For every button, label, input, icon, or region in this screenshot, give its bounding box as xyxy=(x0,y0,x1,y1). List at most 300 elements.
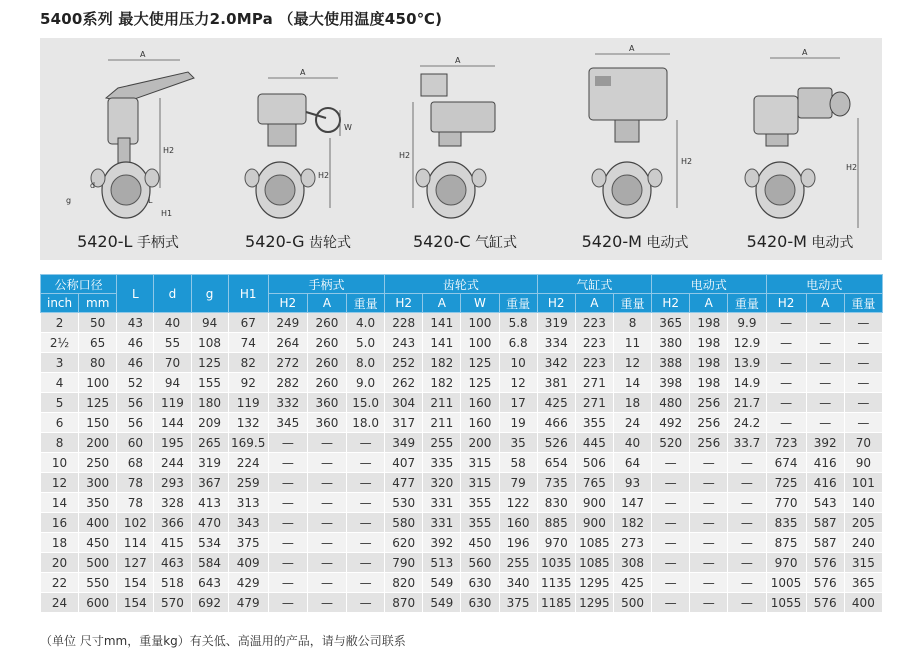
table-cell: 331 xyxy=(423,513,461,533)
table-cell: 304 xyxy=(385,393,423,413)
table-cell: 282 xyxy=(268,373,307,393)
specifications-table xyxy=(40,274,883,613)
table-cell: — xyxy=(347,473,385,493)
table-cell: 345 xyxy=(268,413,307,433)
table-cell: 4.0 xyxy=(347,313,385,333)
table-cell: 315 xyxy=(461,473,499,493)
table-cell: 182 xyxy=(613,513,651,533)
table-cell: 101 xyxy=(844,473,882,493)
dim-label-h2: H2 xyxy=(846,163,858,172)
table-cell: 70 xyxy=(844,433,882,453)
table-cell: 425 xyxy=(613,573,651,593)
dim-label-h2: H2 xyxy=(163,146,175,155)
table-cell: 155 xyxy=(191,373,228,393)
table-cell: — xyxy=(652,513,690,533)
table-cell: 350 xyxy=(79,493,117,513)
header-inch: inch xyxy=(41,294,79,313)
table-cell: 479 xyxy=(228,593,268,613)
table-cell: — xyxy=(652,453,690,473)
table-cell: 198 xyxy=(690,373,728,393)
table-row xyxy=(41,313,883,333)
dim-label-h2: H2 xyxy=(318,171,330,180)
header-group-electric-large: 电动式 xyxy=(766,275,883,294)
table-cell: 315 xyxy=(461,453,499,473)
table-cell: — xyxy=(268,573,307,593)
table-cell: 900 xyxy=(575,513,613,533)
table-cell: — xyxy=(690,473,728,493)
valve-drawing-electric xyxy=(555,38,715,260)
valve-label-gear xyxy=(218,232,378,252)
table-cell: 252 xyxy=(385,353,423,373)
table-cell: — xyxy=(844,333,882,353)
table-cell: 273 xyxy=(613,533,651,553)
table-cell: 970 xyxy=(766,553,806,573)
table-cell: 388 xyxy=(652,353,690,373)
table-cell: 15.0 xyxy=(347,393,385,413)
table-cell: 506 xyxy=(575,453,613,473)
table-cell: 492 xyxy=(652,413,690,433)
table-cell: 1135 xyxy=(537,573,575,593)
table-cell: 255 xyxy=(499,553,537,573)
table-row xyxy=(41,433,883,453)
table-row xyxy=(41,373,883,393)
table-cell: 24.2 xyxy=(728,413,766,433)
table-cell: 413 xyxy=(191,493,228,513)
table-cell: — xyxy=(307,553,346,573)
table-cell: 674 xyxy=(766,453,806,473)
table-cell: 119 xyxy=(228,393,268,413)
subheader-cell: 重量 xyxy=(844,294,882,313)
table-cell: — xyxy=(728,493,766,513)
dim-label-h2: H2 xyxy=(399,151,411,160)
table-cell: 549 xyxy=(423,593,461,613)
table-cell: 65 xyxy=(79,333,117,353)
table-row xyxy=(41,513,883,533)
table-cell: 300 xyxy=(79,473,117,493)
table-cell: 513 xyxy=(423,553,461,573)
table-cell: 256 xyxy=(690,433,728,453)
table-cell: 293 xyxy=(154,473,191,493)
table-cell: 317 xyxy=(385,413,423,433)
table-cell: — xyxy=(268,493,307,513)
table-cell: 18 xyxy=(41,533,79,553)
table-cell: 250 xyxy=(79,453,117,473)
table-cell: 260 xyxy=(307,353,346,373)
table-cell: — xyxy=(347,573,385,593)
table-cell: 182 xyxy=(423,373,461,393)
table-cell: 425 xyxy=(537,393,575,413)
table-cell: — xyxy=(690,573,728,593)
table-cell: 543 xyxy=(806,493,844,513)
table-cell: 10 xyxy=(41,453,79,473)
table-cell: 122 xyxy=(499,493,537,513)
table-cell: 534 xyxy=(191,533,228,553)
table-cell: — xyxy=(347,513,385,533)
subheader-cell: 重量 xyxy=(613,294,651,313)
table-row xyxy=(41,333,883,353)
table-cell: — xyxy=(766,413,806,433)
subheader-cell: H2 xyxy=(537,294,575,313)
table-cell: 94 xyxy=(154,373,191,393)
table-cell: 765 xyxy=(575,473,613,493)
table-cell: 43 xyxy=(117,313,154,333)
table-cell: 870 xyxy=(385,593,423,613)
table-cell: 14 xyxy=(41,493,79,513)
table-cell: 725 xyxy=(766,473,806,493)
table-cell: 735 xyxy=(537,473,575,493)
table-cell: — xyxy=(844,313,882,333)
handle-valve-illustration xyxy=(48,38,208,260)
table-cell: 313 xyxy=(228,493,268,513)
table-cell: 445 xyxy=(575,433,613,453)
table-cell: 334 xyxy=(537,333,575,353)
table-cell: 140 xyxy=(844,493,882,513)
table-cell: 24 xyxy=(613,413,651,433)
table-row xyxy=(41,573,883,593)
table-cell: 79 xyxy=(499,473,537,493)
cylinder-valve-illustration xyxy=(385,38,545,260)
model-name: 5420-M xyxy=(581,232,642,251)
subheader-cell: A xyxy=(575,294,613,313)
table-cell: 308 xyxy=(613,553,651,573)
table-cell: 360 xyxy=(307,393,346,413)
dim-label-a: A xyxy=(140,50,146,59)
table-cell: 900 xyxy=(575,493,613,513)
table-cell: 12 xyxy=(41,473,79,493)
subheader-cell: H2 xyxy=(766,294,806,313)
header-group-electric: 电动式 xyxy=(652,275,766,294)
table-cell: 392 xyxy=(423,533,461,553)
table-cell: — xyxy=(766,333,806,353)
valve-label-electric-2 xyxy=(720,232,880,252)
table-cell: 9.0 xyxy=(347,373,385,393)
dim-label-h2: H2 xyxy=(681,157,693,166)
table-row xyxy=(41,413,883,433)
table-cell: — xyxy=(652,493,690,513)
table-cell: 560 xyxy=(461,553,499,573)
table-cell: — xyxy=(307,453,346,473)
gear-valve-illustration xyxy=(218,38,378,260)
table-cell: 12.9 xyxy=(728,333,766,353)
table-cell: — xyxy=(766,313,806,333)
table-cell: — xyxy=(268,473,307,493)
table-cell: — xyxy=(268,533,307,553)
header-d: d xyxy=(154,275,191,313)
table-cell: 259 xyxy=(228,473,268,493)
table-cell: 265 xyxy=(191,433,228,453)
table-cell: 643 xyxy=(191,573,228,593)
table-cell: 19 xyxy=(499,413,537,433)
model-type: 气缸式 xyxy=(475,235,518,251)
valve-drawing-electric-large xyxy=(720,38,880,260)
table-cell: 50 xyxy=(79,313,117,333)
subheader-cell: 重量 xyxy=(499,294,537,313)
header-h1: H1 xyxy=(228,275,268,313)
table-cell: — xyxy=(347,533,385,553)
table-cell: 262 xyxy=(385,373,423,393)
model-type: 电动式 xyxy=(646,235,689,251)
table-cell: 243 xyxy=(385,333,423,353)
table-cell: 240 xyxy=(844,533,882,553)
table-cell: 10 xyxy=(499,353,537,373)
table-cell: 264 xyxy=(268,333,307,353)
table-cell: — xyxy=(728,573,766,593)
table-cell: 12 xyxy=(613,353,651,373)
table-cell: 78 xyxy=(117,473,154,493)
table-cell: 160 xyxy=(499,513,537,533)
table-cell: 180 xyxy=(191,393,228,413)
table-cell: 820 xyxy=(385,573,423,593)
table-cell: — xyxy=(307,533,346,553)
table-cell: — xyxy=(347,433,385,453)
table-cell: 80 xyxy=(79,353,117,373)
table-cell: 271 xyxy=(575,393,613,413)
table-cell: — xyxy=(652,593,690,613)
table-cell: 1055 xyxy=(766,593,806,613)
table-cell: 211 xyxy=(423,413,461,433)
table-cell: 132 xyxy=(228,413,268,433)
table-cell: 56 xyxy=(117,393,154,413)
model-name: 5420-L xyxy=(77,232,133,251)
table-cell: 108 xyxy=(191,333,228,353)
table-cell: 463 xyxy=(154,553,191,573)
subheader-cell: 重量 xyxy=(347,294,385,313)
table-row xyxy=(41,353,883,373)
model-name: 5420-G xyxy=(245,232,305,251)
table-cell: 102 xyxy=(117,513,154,533)
subheader-cell: H2 xyxy=(385,294,423,313)
table-cell: — xyxy=(690,513,728,533)
table-cell: 21.7 xyxy=(728,393,766,413)
table-cell: 198 xyxy=(690,353,728,373)
table-cell: 770 xyxy=(766,493,806,513)
table-cell: 584 xyxy=(191,553,228,573)
table-cell: — xyxy=(806,393,844,413)
table-row xyxy=(41,393,883,413)
table-cell: 407 xyxy=(385,453,423,473)
table-cell: 320 xyxy=(423,473,461,493)
table-cell: 14 xyxy=(613,373,651,393)
table-cell: 970 xyxy=(537,533,575,553)
table-cell: — xyxy=(307,433,346,453)
table-cell: 6.8 xyxy=(499,333,537,353)
valve-drawing-gear xyxy=(218,38,378,260)
table-body xyxy=(41,313,883,613)
table-cell: 2 xyxy=(41,313,79,333)
table-cell: 198 xyxy=(690,313,728,333)
table-cell: 125 xyxy=(461,353,499,373)
table-cell: 328 xyxy=(154,493,191,513)
table-cell: — xyxy=(766,373,806,393)
table-cell: 46 xyxy=(117,353,154,373)
table-cell: — xyxy=(268,453,307,473)
table-cell: 256 xyxy=(690,393,728,413)
table-cell: 587 xyxy=(806,533,844,553)
table-cell: 114 xyxy=(117,533,154,553)
header-group-handle: 手柄式 xyxy=(268,275,384,294)
table-cell: 1185 xyxy=(537,593,575,613)
table-cell: 366 xyxy=(154,513,191,533)
table-cell: — xyxy=(728,513,766,533)
header-mm: mm xyxy=(79,294,117,313)
table-cell: 125 xyxy=(191,353,228,373)
table-cell: 416 xyxy=(806,453,844,473)
table-cell: 332 xyxy=(268,393,307,413)
table-cell: 141 xyxy=(423,333,461,353)
table-cell: 160 xyxy=(461,413,499,433)
table-cell: 92 xyxy=(228,373,268,393)
table-cell: 400 xyxy=(79,513,117,533)
table-cell: 830 xyxy=(537,493,575,513)
table-cell: 64 xyxy=(613,453,651,473)
table-cell: 8 xyxy=(41,433,79,453)
table-cell: 55 xyxy=(154,333,191,353)
table-cell: 518 xyxy=(154,573,191,593)
table-cell: — xyxy=(347,593,385,613)
table-cell: 415 xyxy=(154,533,191,553)
table-cell: 2½ xyxy=(41,333,79,353)
table-cell: 169.5 xyxy=(228,433,268,453)
table-cell: — xyxy=(268,513,307,533)
table-row xyxy=(41,553,883,573)
table-cell: 5.0 xyxy=(347,333,385,353)
table-cell: 349 xyxy=(385,433,423,453)
subheader-cell: A xyxy=(806,294,844,313)
table-cell: — xyxy=(844,413,882,433)
table-cell: 58 xyxy=(499,453,537,473)
valve-label-handle xyxy=(48,232,208,252)
table-cell: 198 xyxy=(690,333,728,353)
table-cell: 100 xyxy=(461,313,499,333)
table-cell: — xyxy=(766,393,806,413)
header-nominal-size: 公称口径 xyxy=(41,275,117,294)
table-cell: 477 xyxy=(385,473,423,493)
table-cell: 16 xyxy=(41,513,79,533)
subheader-cell: A xyxy=(423,294,461,313)
table-cell: 576 xyxy=(806,553,844,573)
table-cell: 5.8 xyxy=(499,313,537,333)
table-cell: — xyxy=(728,533,766,553)
table-cell: 255 xyxy=(423,433,461,453)
table-cell: 154 xyxy=(117,593,154,613)
table-cell: 271 xyxy=(575,373,613,393)
table-cell: 74 xyxy=(228,333,268,353)
table-cell: 576 xyxy=(806,573,844,593)
table-cell: 160 xyxy=(461,393,499,413)
table-cell: 125 xyxy=(461,373,499,393)
table-cell: 4 xyxy=(41,373,79,393)
table-cell: 380 xyxy=(652,333,690,353)
table-cell: 342 xyxy=(537,353,575,373)
table-cell: 319 xyxy=(191,453,228,473)
table-cell: 127 xyxy=(117,553,154,573)
table-cell: 1035 xyxy=(537,553,575,573)
table-cell: 68 xyxy=(117,453,154,473)
table-cell: 223 xyxy=(575,333,613,353)
table-cell: 90 xyxy=(844,453,882,473)
dim-label-a: A xyxy=(455,56,461,65)
dim-label-d: d xyxy=(90,181,96,190)
table-cell: 70 xyxy=(154,353,191,373)
table-cell: — xyxy=(307,573,346,593)
table-cell: 409 xyxy=(228,553,268,573)
table-cell: 67 xyxy=(228,313,268,333)
table-cell: 256 xyxy=(690,413,728,433)
table-cell: 1085 xyxy=(575,553,613,573)
table-cell: 335 xyxy=(423,453,461,473)
table-cell: 209 xyxy=(191,413,228,433)
table-cell: 100 xyxy=(79,373,117,393)
table-cell: 835 xyxy=(766,513,806,533)
table-cell: 3 xyxy=(41,353,79,373)
table-cell: — xyxy=(806,413,844,433)
table-cell: 40 xyxy=(154,313,191,333)
table-cell: 223 xyxy=(575,313,613,333)
table-cell: — xyxy=(347,493,385,513)
table-cell: 576 xyxy=(806,593,844,613)
table-cell: 550 xyxy=(79,573,117,593)
table-cell: 470 xyxy=(191,513,228,533)
table-cell: — xyxy=(307,473,346,493)
table-cell: — xyxy=(690,553,728,573)
table-row xyxy=(41,473,883,493)
table-cell: 12 xyxy=(499,373,537,393)
table-cell: 600 xyxy=(79,593,117,613)
table-cell: 500 xyxy=(79,553,117,573)
table-cell: 141 xyxy=(423,313,461,333)
table-cell: 195 xyxy=(154,433,191,453)
table-cell: — xyxy=(806,373,844,393)
table-cell: 790 xyxy=(385,553,423,573)
model-name: 5420-C xyxy=(412,232,471,251)
table-cell: 260 xyxy=(307,333,346,353)
table-cell: 224 xyxy=(228,453,268,473)
table-cell: 260 xyxy=(307,313,346,333)
table-cell: 144 xyxy=(154,413,191,433)
header-row-1 xyxy=(41,275,883,294)
table-cell: 33.7 xyxy=(728,433,766,453)
table-cell: 466 xyxy=(537,413,575,433)
table-cell: — xyxy=(347,453,385,473)
table-cell: 52 xyxy=(117,373,154,393)
table-cell: 343 xyxy=(228,513,268,533)
table-cell: 6 xyxy=(41,413,79,433)
table-cell: 365 xyxy=(844,573,882,593)
table-cell: 200 xyxy=(461,433,499,453)
table-cell: — xyxy=(728,553,766,573)
table-cell: 11 xyxy=(613,333,651,353)
dim-label-h1: H1 xyxy=(161,209,173,218)
table-cell: 375 xyxy=(499,593,537,613)
table-cell: 620 xyxy=(385,533,423,553)
subheader-cell: A xyxy=(690,294,728,313)
table-cell: 249 xyxy=(268,313,307,333)
table-cell: 549 xyxy=(423,573,461,593)
table-cell: — xyxy=(806,353,844,373)
header-group-gear: 齿轮式 xyxy=(385,275,538,294)
table-cell: 400 xyxy=(844,593,882,613)
valve-drawing-cylinder xyxy=(385,38,545,260)
table-cell: 13.9 xyxy=(728,353,766,373)
dim-label-g: g xyxy=(66,196,72,205)
table-cell: — xyxy=(307,593,346,613)
table-cell: 416 xyxy=(806,473,844,493)
table-cell: — xyxy=(844,393,882,413)
table-cell: — xyxy=(844,373,882,393)
table-cell: — xyxy=(347,553,385,573)
table-cell: 125 xyxy=(79,393,117,413)
table-cell: — xyxy=(728,473,766,493)
